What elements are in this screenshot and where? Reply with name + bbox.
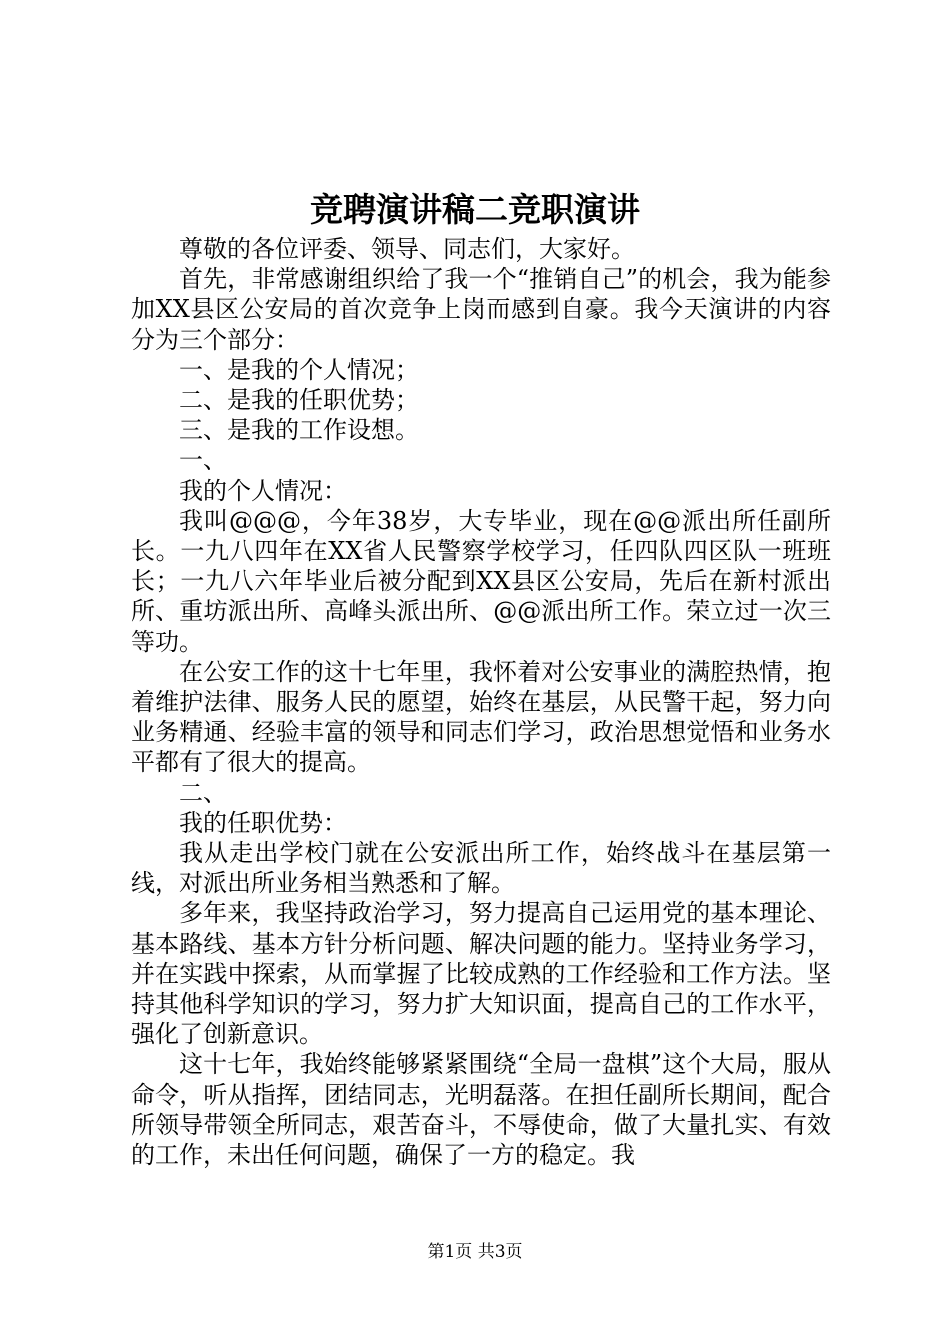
document-title: 竞聘演讲稿二竞职演讲	[310, 190, 640, 229]
page-number-footer: 第1页 共3页	[427, 1242, 523, 1262]
paragraph-personal-info: 我叫@@@，今年38岁，大专毕业，现在@@派出所任副所长。一九八四年在XX省人民警察学校学习，任四队四区队一班班长；一九八六年毕业后被分配到XX县区公安局，先后在新村派出所、重坊派出所、高峰头派出所、@@派出所工作。荣立过一次三等功。	[131, 506, 831, 656]
section-heading-2: 我的任职优势：	[179, 808, 347, 837]
section-heading-1: 我的个人情况：	[179, 476, 347, 505]
section-number-2: 二、	[179, 778, 227, 807]
paragraph-advantage-1: 我从走出学校门就在公安派出所工作，始终战斗在基层第一线，对派出所业务相当熟悉和了解。	[131, 839, 831, 898]
paragraph-intro: 首先，非常感谢组织给了我一个“推销自己”的机会，我为能参加XX县区公安局的首次竞争上岗而感到自豪。我今天演讲的内容分为三个部分：	[131, 265, 831, 354]
section-number-1: 一、	[179, 446, 227, 475]
paragraph-experience: 在公安工作的这十七年里，我怀着对公安事业的满腔热情，抱着维护法律、服务人民的愿望，始终在基层，从民警干起，努力向业务精通、经验丰富的领导和同志们学习，政治思想觉悟和业务水平都有了很大的提高。	[131, 657, 831, 777]
document-body	[131, 234, 831, 1170]
paragraph-greeting: 尊敬的各位评委、领导、同志们，大家好。	[179, 235, 635, 263]
paragraph-outline-2: 二、是我的任职优势；	[179, 386, 419, 415]
paragraph-outline-3: 三、是我的工作设想。	[179, 416, 419, 445]
paragraph-outline-1: 一、是我的个人情况；	[179, 355, 419, 384]
paragraph-advantage-3: 这十七年，我始终能够紧紧围绕“全局一盘棋”这个大局，服从命令，听从指挥，团结同志，光明磊落。在担任副所长期间，配合所领导带领全所同志，艰苦奋斗，不辱使命，做了大量扎实、有效的工作，未出任何问题，确保了一方的稳定。我	[131, 1050, 831, 1170]
paragraph-advantage-2: 多年来，我坚持政治学习，努力提高自己运用党的基本理论、基本路线、基本方针分析问题、解决问题的能力。坚持业务学习，并在实践中探索，从而掌握了比较成熟的工作经验和工作方法。坚持其他科学知识的学习，努力扩大知识面，提高自己的工作水平，强化了创新意识。	[131, 899, 831, 1049]
